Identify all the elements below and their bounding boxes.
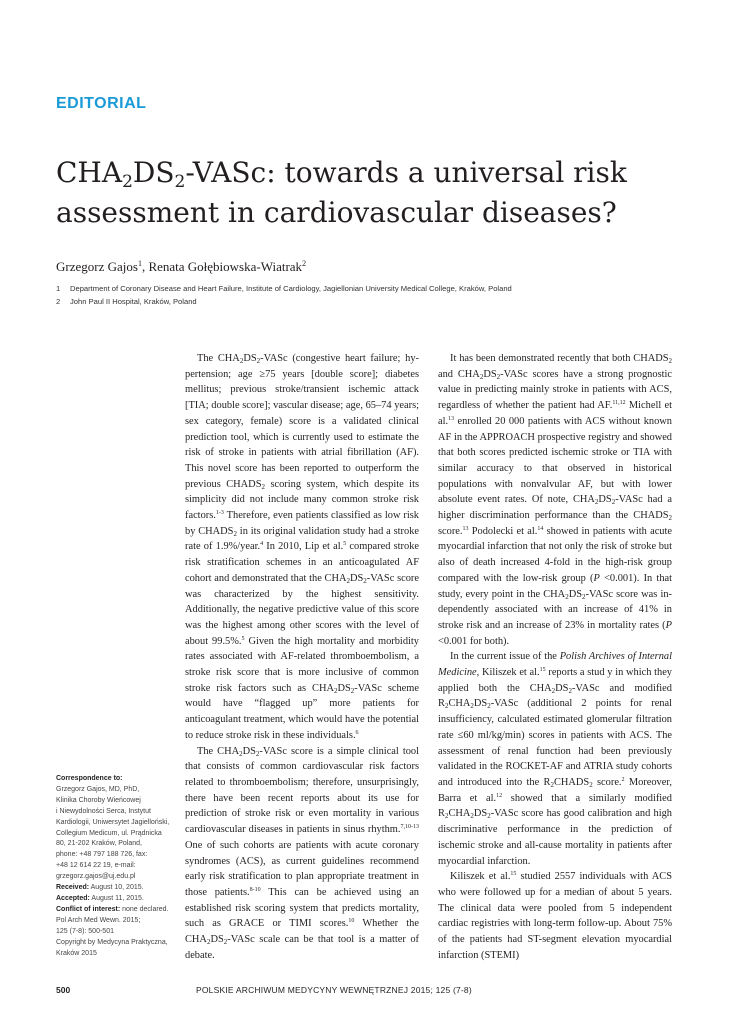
author-name: , Renata Gołębiowska-Wiatrak <box>141 259 303 274</box>
affiliation: 1 Department of Coronary Disease and Heart Failure, Institute of Cardiology, Jagiellonian University Medical College, Kraków, Poland <box>56 284 512 293</box>
article-title: $CHA_2DS_2$-VASc: towards a universal risk assessment in cardiovascular diseases? <box>56 156 627 229</box>
paragraph: It has been demonstrated recently that both $CHADS_2$ and $CHA_2DS_2$-VASc scores have a strong prognostic value in predicting mainly stroke in patients with ACS, regardless of whether the patient had AF.$^{11,12}$ Michell et al.$^{13}$ enrolled 20 000 patients with ACS without known AF in the APPROACH prospective registry and showed that both scores predicted ischemic stroke or TIA with similar accuracy to that observed in historical populations with nonvalvular AF, but with lower absolute event rates. Of note, $CHA_2DS_2$-VASc had a higher discrimination performance than the $CHADS_2$ score.$^{13}$ Podolecki et al.$^{14}$ showed in patients with acute myocardial infarction that not only the risk of stroke but also of death increased 4-fold in the high-risk group compared with the low-risk group (P <0.001). In that study, every point in the $CHA_2DS_2$-VASc score was independently associated with an increase of 41% in stroke risk and an increase of 23% in mortality rates (P <0.001 for both). <box>438 353 673 647</box>
paragraph: The $CHA_2DS_2$-VASc score is a simple clinical tool that consists of common cardiovascular risk factors related to thromboembolism; therefore, unsurprisingly, there have been recent reports about its use for prediction of stroke risk or even mortality in various cardiovascular diseases in patients in sinus rhythm.$^{7,10-13}$ One of such cohorts are patients with acute coronary syndromes (ACS), as current guidelines recommend early risk stratification to plan appropriate treatment in those patients.$^{8-10}$ This can be achieved using an established risk scoring system that predicts mortality, such as GRACE or TIMI scores.$^{10}$ Whether the $CHA_2DS_2$-VASc scale can be that tool is a matter of debate. <box>185 745 419 961</box>
body-column-right <box>438 351 672 963</box>
paragraph: The $CHA_2DS_2$-VASc (congestive heart failure; hypertension; age ≥75 years [double score]; diabetes mellitus; previous stroke/transient ischemic attack [TIA; double score]; vascular disease; age, 65–74 years; sex category, female) score is a validated clinical prediction tool, which is currently used to estimate the risk of stroke in patients with atrial fibrillation (AF). This novel score has been reported to outperform the previous $CHADS_2$ scoring system, which despite its simplicity did not include many common stroke risk factors.$^{1-3}$ Therefore, even patients classified as low risk by $CHADS_2$ in its original validation study had a stroke rate of 1.9%/year.$^4$ In 2010, Lip et al.$^5$ compared stroke risk stratification schemes in an anticoagulated AF cohort and demonstrated that the $CHA_2DS_2$-VASc score was characterized by the highest sensitivity. Additionally, the negative predictive value of this score was the highest among other scores with the level of about 99.5%.$^5$ Given the high mortality and morbidity rates associated with AF-related thromboembolism, a stroke risk score that is more inclusive of common stroke risk factors such as $CHA_2DS_2$-VASc scheme would have “flagged up” more patients for anticoagulant treatment, which would have the potential to reduce stroke risk in these individuals.$^6$ <box>185 353 420 741</box>
journal-citation: POLSKIE ARCHIWUM MEDYCYNY WEWNĘTRZNEJ 2015; 125 (7-8) <box>196 985 472 995</box>
correspondence-box: Correspondence to: Grzegorz Gajos, MD, PhD, Klinika Choroby Wieńcowej i Niewydolności Serca, Instytut Kardiologii, Uniwersytet Jagielloński, Collegium Medicum, ul. Prądnicka 80, 21-202 Kraków, Poland, phone: +48 797 188 726, fax: +48 12 614 22 19, e-mail: grzegorz.gajos@uj.edu.pl Received: August 10, 2015. Accepted: August 11, 2015. Conflict of interest: none declared. Pol Arch Med Wewn. 2015; 125 (7-8): 500-501 Copyright by Medycyna Praktyczna, Kraków 2015 <box>56 774 176 959</box>
author-name: Grzegorz Gajos <box>56 259 138 274</box>
page-number: 500 <box>56 985 71 995</box>
affiliation: 2 John Paul II Hospital, Kraków, Poland <box>56 297 197 306</box>
author-list: Grzegorz Gajos$^1$, Renata Gołębiowska-Wiatrak$^2$ <box>56 259 307 274</box>
correspondence-heading: Correspondence to: <box>56 775 123 782</box>
paragraph: In the current issue of the Polish Archives of Internal Medicine, Kiliszek et al.$^{15}$ reports a stud y in which they applied both the $CHA_2DS_2$-VASc and modified $R_2CHA_2DS_2$-VASc (additional 2 points for renal insufficiency, calculated estimated glomerular filtration rate ≤60 ml/kg/min) scores in patients with ACS. The assessment of renal function had been previously validated in the ROCKET-AF and ATRIA study cohorts and introduced into the $R_2CHADS_2$ score.$^2$ Moreover, Barra et al.$^{12}$ showed that a similarly modified $R_2CHA_2DS_2$-VASc score has good calibration and high discriminative performance in the prediction of ischemic stroke and all-cause mortality in patients after myocardial infarction. <box>438 651 673 867</box>
section-label: EDITORIAL <box>56 95 147 112</box>
paragraph: Kiliszek et al.$^{15}$ studied 2557 individuals with ACS who were followed up for a median of about 5 years. The clinical data were pooled from 5 independent cardiac registries with long-term follow-up. About 75% of the patients had ST-segment elevation myocardial infarction (STEMI) <box>438 871 672 961</box>
body-column-left <box>185 351 419 963</box>
